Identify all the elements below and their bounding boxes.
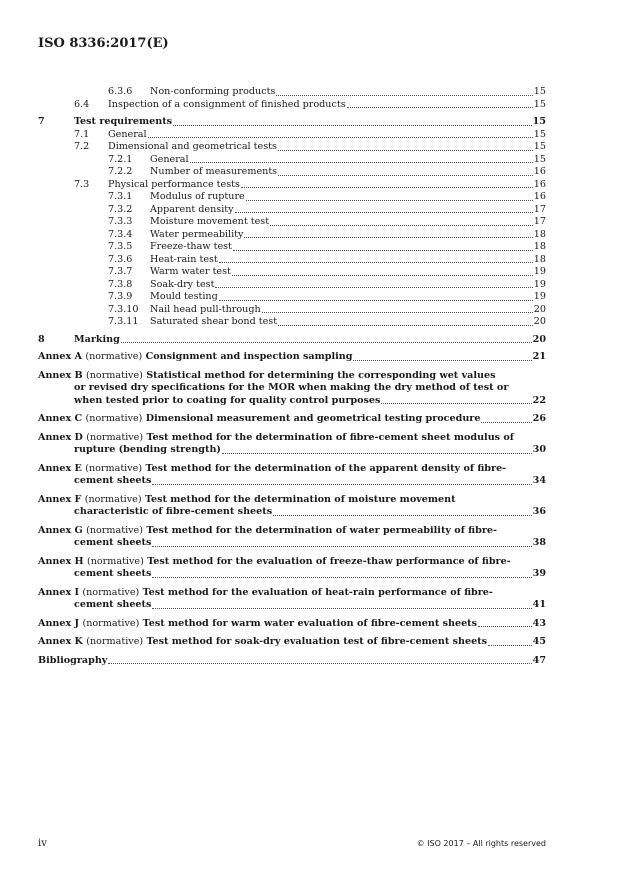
- dot-leader: [121, 341, 532, 343]
- toc-entry-title: Modulus of rupture: [150, 191, 245, 202]
- annex-title: when tested prior to coating for quality control purposes: [74, 394, 381, 406]
- toc-entry-page: 18: [533, 228, 546, 240]
- toc-entry-page: 15: [533, 98, 546, 110]
- annex-title-line: [38, 444, 221, 457]
- dot-leader: [233, 249, 533, 251]
- toc-entry-title: Heat-rain test: [150, 253, 218, 265]
- annex-label: Annex J: [38, 617, 80, 629]
- document-header: ISO 8336:2017(E): [38, 36, 169, 51]
- dot-leader: [262, 311, 533, 313]
- toc-entry[interactable]: [38, 316, 546, 329]
- toc-entry-number: 7.3.8: [108, 278, 133, 290]
- dot-leader: [235, 211, 533, 213]
- annex-page: 34: [532, 475, 546, 486]
- toc-entry-page: 19: [533, 291, 546, 302]
- annex-page: 39: [532, 568, 546, 579]
- annex-normative-tag: (normative): [82, 617, 140, 629]
- toc-entry-number: 7.3.9: [108, 291, 133, 302]
- annex-title-line: [38, 475, 151, 488]
- toc-entry[interactable]: [38, 216, 546, 229]
- dot-leader: [241, 186, 533, 188]
- dot-leader: [270, 224, 533, 226]
- annex-normative-tag: (normative): [85, 462, 143, 474]
- annex-normative-tag: (normative): [86, 636, 144, 647]
- toc-entry-number: 7.3: [74, 178, 90, 190]
- annex-title: Test method for soak-dry evaluation test of fibre-cement sheets: [146, 636, 488, 647]
- annex-title: rupture (bending strength): [74, 444, 221, 455]
- toc-entry-page: 20: [533, 316, 546, 327]
- toc-entry-number: 7.3.6: [108, 253, 133, 265]
- bibliography-title: Bibliography: [38, 654, 108, 666]
- annex-page: 30: [532, 444, 546, 455]
- annex-label: Annex D: [38, 431, 83, 443]
- annex-title-line: [38, 506, 272, 519]
- dot-leader: [278, 174, 533, 176]
- toc-entry-title: Non-conforming products: [150, 86, 276, 97]
- toc-entry[interactable]: [38, 304, 546, 317]
- annex-title: Test method for the evaluation of freeze-thaw performance of fibre-: [147, 555, 511, 567]
- annex-entry[interactable]: [38, 370, 546, 408]
- annex-label: Annex K: [38, 636, 83, 647]
- annex-normative-tag: (normative): [82, 586, 140, 598]
- toc-entry-title: Number of measurements: [150, 166, 278, 177]
- annex-entry[interactable]: [38, 494, 546, 519]
- annex-title-line: [38, 525, 497, 538]
- toc-entry-number: 7.3.3: [108, 216, 133, 227]
- toc-entry[interactable]: [38, 241, 546, 254]
- toc-entry-title: Mould testing: [150, 291, 218, 302]
- toc-entry-page: 17: [533, 203, 546, 215]
- annex-title-line: [38, 395, 380, 408]
- dot-leader: [190, 161, 533, 163]
- toc-entry-page: 16: [533, 191, 546, 202]
- annex-title-line: [38, 618, 477, 631]
- dot-leader: [278, 324, 533, 326]
- toc-entry-title: Freeze-thaw test: [150, 241, 232, 252]
- annex-normative-tag: (normative): [86, 555, 144, 567]
- annex-entry[interactable]: [38, 413, 546, 426]
- toc-entry-title: Test requirements: [74, 116, 173, 127]
- dot-leader: [152, 483, 531, 485]
- footer-page-number: iv: [38, 838, 47, 849]
- annex-title-line: [38, 494, 456, 507]
- dot-leader: [219, 261, 533, 263]
- annex-normative-tag: (normative): [86, 369, 143, 381]
- dot-leader: [246, 199, 533, 201]
- toc-entry-page: 18: [533, 241, 546, 252]
- toc-entry-title: General: [150, 153, 189, 165]
- annex-title: cement sheets: [74, 537, 152, 548]
- annex-page: 26: [532, 413, 546, 424]
- toc-entry-title: Nail head pull-through: [150, 303, 261, 315]
- annex-entry[interactable]: [38, 618, 546, 631]
- toc-entry-title: Moisture movement test: [150, 216, 270, 227]
- dot-leader: [152, 545, 531, 547]
- annex-page: 36: [532, 506, 546, 517]
- toc-entry-number: 7.1: [74, 128, 90, 140]
- annex-title-line: [38, 413, 480, 426]
- toc-entry-number: 7: [38, 116, 45, 127]
- annex-normative-tag: (normative): [85, 351, 143, 362]
- toc-entry[interactable]: [38, 166, 546, 179]
- toc-entry[interactable]: [38, 154, 546, 167]
- toc-entry-title: Soak-dry test: [150, 278, 215, 290]
- toc-entry-page: 19: [533, 266, 546, 277]
- annex-entry[interactable]: [38, 556, 546, 581]
- toc-entry[interactable]: [38, 229, 546, 242]
- annex-page: 45: [532, 636, 546, 647]
- dot-leader: [108, 662, 531, 664]
- toc-entry-page: 15: [533, 86, 546, 97]
- annex-label: Annex C: [38, 413, 83, 424]
- toc-entry[interactable]: [38, 179, 546, 192]
- annex-entry[interactable]: [38, 463, 546, 488]
- annex-label: Annex F: [38, 493, 82, 505]
- annex-label: Annex E: [38, 462, 82, 474]
- annex-page: 38: [532, 537, 546, 548]
- toc-entry[interactable]: [38, 266, 546, 279]
- annex-entry[interactable]: [38, 432, 546, 457]
- dot-leader: [478, 625, 532, 627]
- toc-entry-page: 15: [533, 141, 546, 152]
- annex-title: Test method for warm water evaluation of fibre-cement sheets: [142, 617, 478, 629]
- dot-leader: [173, 124, 532, 126]
- toc-entry-number: 6.4: [74, 98, 90, 110]
- toc-entry-title: Inspection of a consignment of finished products: [108, 98, 346, 110]
- dot-leader: [152, 576, 531, 578]
- annex-page: 22: [532, 394, 546, 406]
- annex-title-line: [38, 568, 151, 581]
- footer-copyright: © ISO 2017 – All rights reserved: [416, 839, 546, 848]
- toc-entry[interactable]: [38, 99, 546, 112]
- toc-entry-title: Warm water test: [150, 266, 231, 277]
- toc-entry-number: 7.3.1: [108, 191, 133, 202]
- toc-entry-number: 7.3.5: [108, 241, 133, 252]
- toc-entry-page: 15: [533, 153, 546, 165]
- toc-entry[interactable]: [38, 254, 546, 267]
- dot-leader: [347, 106, 533, 108]
- annex-title-line: [38, 537, 151, 550]
- annex-title-line: [38, 587, 493, 600]
- annex-title: Test method for the determination of water permeability of fibre-: [146, 524, 497, 536]
- bibliography-page: 47: [532, 654, 546, 666]
- toc-entry-number: 7.3.10: [108, 303, 139, 315]
- dot-leader: [481, 421, 531, 423]
- annex-title-line: [38, 432, 514, 445]
- annex-label: Annex A: [38, 351, 83, 362]
- toc-entry-page: 19: [533, 278, 546, 290]
- annex-label: Annex B: [38, 369, 83, 381]
- annex-title: Dimensional measurement and geometrical testing procedure: [145, 413, 481, 424]
- dot-leader: [244, 236, 532, 238]
- toc-entry-bibliography[interactable]: [38, 655, 546, 668]
- annex-normative-tag: (normative): [84, 493, 142, 505]
- annex-title: Statistical method for determining the corresponding wet values: [146, 369, 496, 381]
- annex-title-line: [38, 556, 511, 569]
- toc-entry-page: 20: [532, 333, 546, 345]
- toc-entry[interactable]: [38, 116, 546, 129]
- toc-entry-number: 7.2.1: [108, 153, 133, 165]
- annex-title: characteristic of fibre-cement sheets: [74, 506, 273, 517]
- annex-normative-tag: (normative): [86, 431, 144, 443]
- toc-entry[interactable]: [38, 334, 546, 347]
- annex-title: Consignment and inspection sampling: [145, 351, 353, 362]
- toc-entry[interactable]: [38, 191, 546, 204]
- annex-entry[interactable]: [38, 525, 546, 550]
- toc-entry-number: 7.3.2: [108, 203, 133, 215]
- annex-entry[interactable]: [38, 587, 546, 612]
- toc-entry-page: 20: [533, 303, 546, 315]
- annex-label: Annex H: [38, 555, 84, 567]
- toc-entry-page: 18: [533, 253, 546, 265]
- dot-leader: [232, 274, 533, 276]
- annex-page: 41: [532, 599, 546, 610]
- dot-leader: [488, 644, 532, 646]
- toc-entry-number: 7.3.4: [108, 228, 133, 240]
- annex-entry[interactable]: [38, 636, 546, 649]
- annex-page: 43: [532, 617, 546, 629]
- toc-entry-page: 17: [533, 216, 546, 227]
- toc-entry-title: Apparent density: [150, 203, 234, 215]
- dot-leader: [148, 136, 533, 138]
- annex-title: Test method for the determination of moisture movement: [144, 493, 456, 505]
- toc-entry-title: Physical performance tests: [108, 178, 240, 190]
- toc-entry-title: Marking: [74, 333, 120, 345]
- toc-entry[interactable]: [38, 291, 546, 304]
- toc-entry-page: 16: [533, 166, 546, 177]
- toc-entry[interactable]: [38, 141, 546, 154]
- toc-entry[interactable]: [38, 279, 546, 292]
- annex-title-line: [38, 382, 508, 395]
- toc-entry-number: 7.3.11: [108, 316, 139, 327]
- dot-leader: [222, 452, 532, 454]
- dot-leader: [353, 359, 531, 361]
- toc-entry-page: 15: [533, 128, 546, 140]
- toc-entry-number: 8: [38, 333, 45, 345]
- annex-title-line: [38, 636, 487, 649]
- dot-leader: [278, 149, 533, 151]
- annex-title: Test method for the determination of fibre-cement sheet modulus of: [146, 431, 514, 443]
- annex-entry[interactable]: [38, 351, 546, 364]
- annex-label: Annex G: [38, 524, 83, 536]
- toc-entry-number: 6.3.6: [108, 86, 133, 97]
- toc-entry[interactable]: [38, 204, 546, 217]
- annex-title-line: [38, 351, 352, 364]
- annex-title: Test method for the evaluation of heat-rain performance of fibre-: [142, 586, 493, 598]
- annex-title-line: [38, 370, 496, 383]
- annex-page: 21: [532, 351, 546, 362]
- annex-title: cement sheets: [74, 568, 152, 579]
- dot-leader: [219, 299, 533, 301]
- toc-entry[interactable]: [38, 86, 546, 99]
- toc-entry-number: 7.2.2: [108, 166, 133, 177]
- annex-normative-tag: (normative): [85, 413, 143, 424]
- annex-title: Test method for the determination of the apparent density of fibre-: [145, 462, 507, 474]
- dot-leader: [276, 94, 532, 96]
- dot-leader: [215, 286, 532, 288]
- annex-title: or revised dry specifications for the MOR when making the dry method of test or: [74, 382, 509, 393]
- toc-entry-title: Water permeability: [150, 228, 244, 240]
- toc-entry[interactable]: [38, 129, 546, 142]
- dot-leader: [381, 402, 531, 404]
- toc-entry-number: 7.3.7: [108, 266, 133, 277]
- dot-leader: [152, 607, 531, 609]
- dot-leader: [273, 514, 532, 516]
- annex-title-line: [38, 599, 151, 612]
- annex-title: cement sheets: [74, 475, 152, 486]
- toc-entry-page: 16: [533, 178, 546, 190]
- annex-normative-tag: (normative): [86, 524, 143, 536]
- toc-entry-title: General: [108, 128, 147, 140]
- table-of-contents: [38, 86, 546, 673]
- annex-label: Annex I: [38, 586, 80, 598]
- toc-entry-title: Dimensional and geometrical tests: [108, 141, 277, 152]
- annex-title: cement sheets: [74, 599, 152, 610]
- toc-entry-page: 15: [532, 116, 546, 127]
- annex-title-line: [38, 463, 506, 476]
- toc-entry-number: 7.2: [74, 141, 90, 152]
- toc-entry-title: Saturated shear bond test: [150, 316, 278, 327]
